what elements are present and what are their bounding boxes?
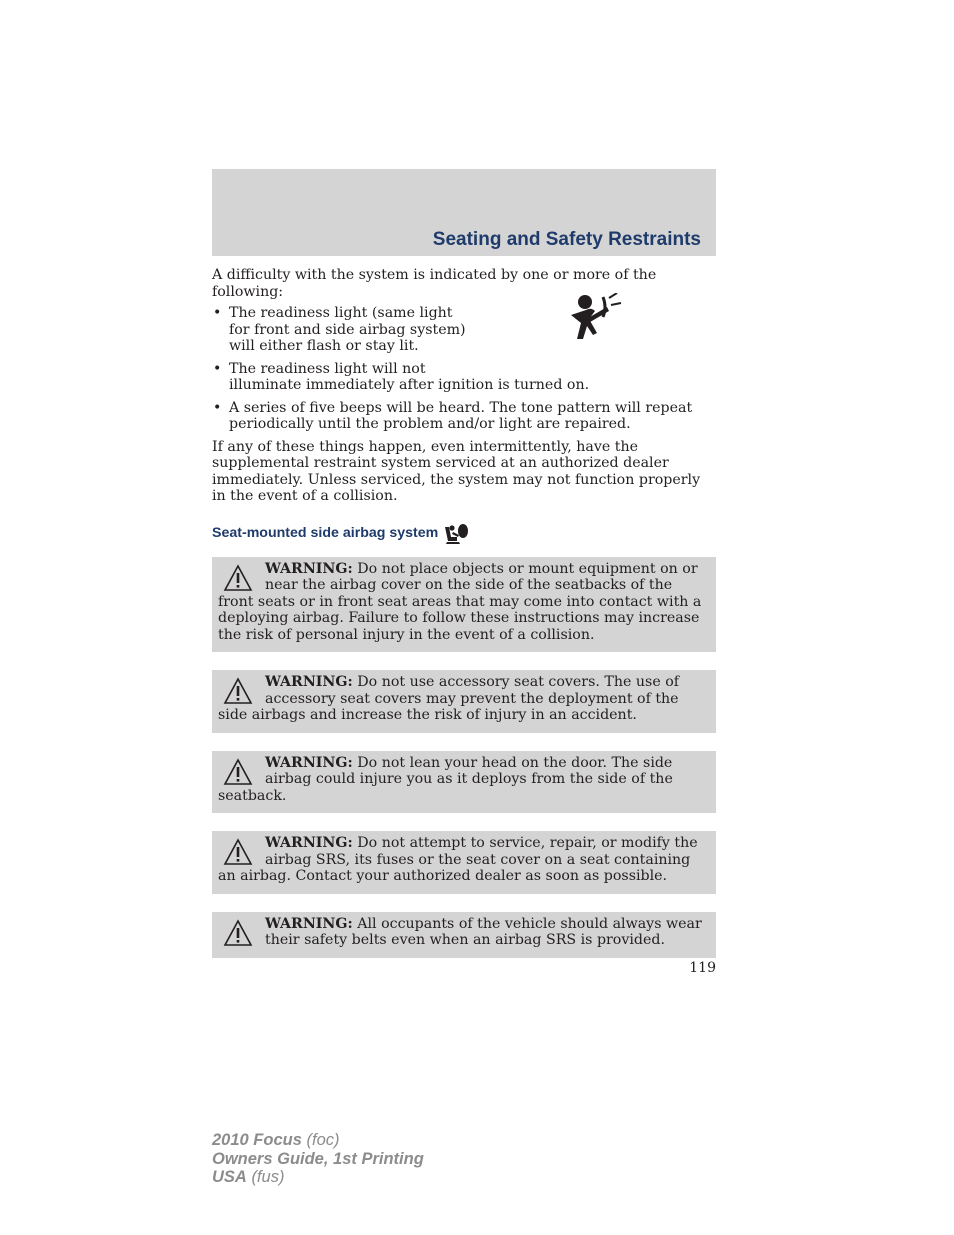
warning-text: Do not use accessory seat covers. The use of accessory seat covers may prevent the deployment of the side airbags and increase the risk of injury in an accident. bbox=[218, 674, 680, 723]
body-paragraph: If any of these things happen, even intermittently, have the supplemental restraint system serviced at an authorized dealer immediately. Unless serviced, the system may not function properly in the event of a collision. bbox=[212, 438, 701, 504]
footer bbox=[212, 1131, 424, 1187]
side-airbag-icon bbox=[443, 523, 469, 545]
warning-label: WARNING: bbox=[265, 674, 353, 690]
warning-triangle-icon bbox=[223, 919, 253, 947]
footer-line: 2010 Focus (foc) bbox=[212, 1131, 340, 1149]
warning-triangle-icon bbox=[223, 758, 253, 786]
bullet-item: • The readiness light (same light for front and side airbag system) will either flash or stay lit. bbox=[212, 305, 716, 355]
warning-triangle-icon bbox=[223, 677, 253, 705]
warning-label: WARNING: bbox=[265, 915, 353, 932]
warning-triangle-icon bbox=[223, 564, 253, 592]
warning-label: WARNING: bbox=[265, 835, 353, 851]
content bbox=[212, 267, 716, 976]
warning-text: All occupants of the vehicle should always wear their safety belts even when an airbag SRS is provided. bbox=[265, 915, 702, 948]
footer-line: USA (fus) bbox=[212, 1168, 285, 1186]
bullet-item: • The readiness light will not illuminate immediately after ignition is turned on. bbox=[212, 361, 716, 394]
warning-triangle-icon bbox=[223, 838, 253, 866]
airbag-warning-icon bbox=[567, 293, 623, 341]
bullet-list bbox=[212, 305, 716, 433]
intro-text: A difficulty with the system is indicated by one or more of the following: bbox=[212, 267, 657, 300]
page-number: 119 bbox=[689, 960, 716, 976]
footer-line: Owners Guide, 1st Printing bbox=[212, 1149, 424, 1168]
bullet-item: • A series of five beeps will be heard. The tone pattern will repeat periodically until the problem and/or light are repaired. bbox=[212, 400, 716, 433]
warning-text: Do not place objects or mount equipment on or near the airbag cover on the side of the seatbacks of the front seats or in front seat areas that may come into contact with a deploying airbag. Failure to follow these instructions may increase the risk of personal injury in the event of a collision. bbox=[218, 560, 702, 643]
warning-text: Do not lean your head on the door. The side airbag could injure you as it deploys from the side of the seatback. bbox=[218, 754, 673, 804]
warning-text: Do not attempt to service, repair, or modify the airbag SRS, its fuses or the seat cover on a seat containing an airbag. Contact your authorized dealer as soon as possible. bbox=[218, 835, 698, 884]
warning-box bbox=[212, 912, 716, 958]
header-band bbox=[212, 169, 716, 256]
subheading: Seat-mounted side airbag system bbox=[212, 523, 716, 545]
warning-label: WARNING: bbox=[265, 754, 353, 771]
section-title: Seating and Safety Restraints bbox=[432, 229, 701, 250]
warning-box bbox=[212, 831, 716, 894]
warning-box bbox=[212, 670, 716, 733]
warning-box bbox=[212, 557, 716, 653]
warning-label: WARNING: bbox=[265, 560, 353, 577]
warning-box bbox=[212, 751, 716, 814]
